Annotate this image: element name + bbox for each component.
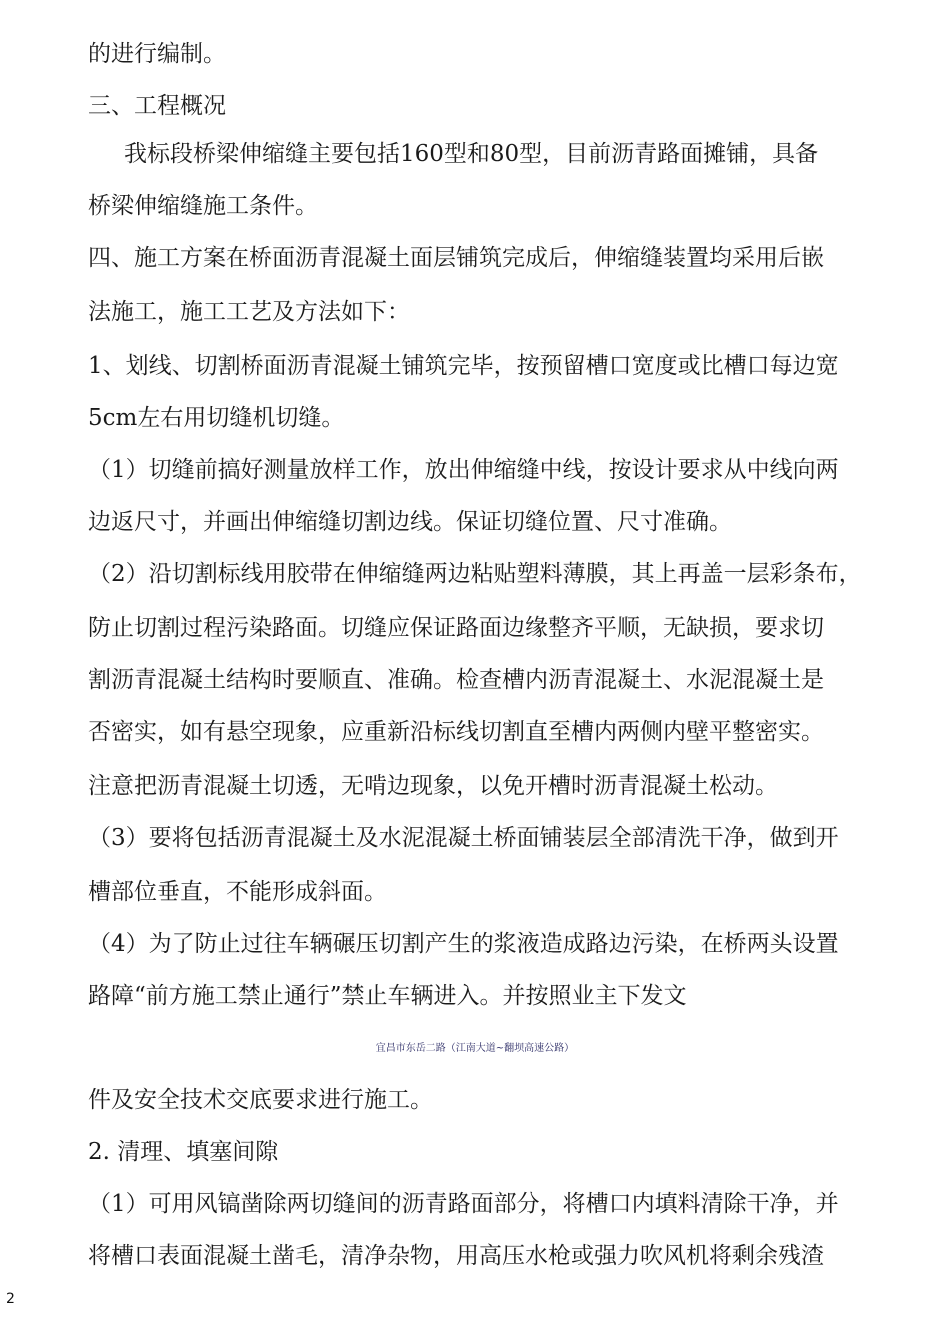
text-line: 注意把沥青混凝土切透，无啃边现象，以免开槽时沥青混凝土松动。 <box>88 773 778 799</box>
text-line: 防止切割过程污染路面。切缝应保证路面边缘整齐平顺，无缺损，要求切 <box>88 615 824 641</box>
text-line: 割沥青混凝土结构时要顺直、准确。检查槽内沥青混凝土、水泥混凝土是 <box>88 667 824 693</box>
page-footer: 宜昌市东岳二路（江南大道~翻坝高速公路） <box>375 1043 575 1054</box>
text-line: （1）可用风镐凿除两切缝间的沥青路面部分，将槽口内填料清除干净，并 <box>88 1191 839 1217</box>
text-line: （1）切缝前搞好测量放样工作，放出伸缩缝中线，按设计要求从中线向两 <box>88 457 839 483</box>
text-line: 法施工，施工工艺及方法如下： <box>88 299 410 325</box>
text-line: （4）为了防止过往车辆碾压切割产生的浆液造成路边污染，在桥两头设置 <box>88 931 839 957</box>
page-number: 2 <box>6 1291 15 1307</box>
text-line: 桥梁伸缩缝施工条件。 <box>88 193 318 219</box>
text-line: 边返尺寸，并画出伸缩缝切割边线。保证切缝位置、尺寸准确。 <box>88 509 732 535</box>
text-line: 将槽口表面混凝土凿毛，清净杂物，用高压水枪或强力吹风机将剩余残渣 <box>88 1243 824 1269</box>
text-line: （3）要将包括沥青混凝土及水泥混凝土桥面铺装层全部清洗干净，做到开 <box>88 825 839 851</box>
text-line: 路障“前方施工禁止通行”禁止车辆进入。并按照业主下发文 <box>88 983 687 1009</box>
section-heading: 三、工程概况 <box>88 93 226 119</box>
text-line: 件及安全技术交底要求进行施工。 <box>88 1087 433 1113</box>
text-line: 槽部位垂直，不能形成斜面。 <box>88 879 387 905</box>
text-line: 我标段桥梁伸缩缝主要包括160型和80型，目前沥青路面摊铺，具备 <box>124 141 819 167</box>
text-line: （2）沿切割标线用胶带在伸缩缝两边粘贴塑料薄膜，其上再盖一层彩条布， <box>88 561 862 587</box>
text-line: 的进行编制。 <box>88 41 226 67</box>
text-line: 1、划线、切割桥面沥青混凝土铺筑完毕，按预留槽口宽度或比槽口每边宽 <box>88 353 839 379</box>
text-line: 否密实，如有悬空现象，应重新沿标线切割直至槽内两侧内壁平整密实。 <box>88 719 824 745</box>
section-heading: 四、施工方案在桥面沥青混凝土面层铺筑完成后，伸缩缝装置均采用后嵌 <box>88 245 824 271</box>
section-heading: 2. 清理、填塞间隙 <box>88 1139 279 1165</box>
text-line: 5cm左右用切缝机切缝。 <box>88 405 345 431</box>
